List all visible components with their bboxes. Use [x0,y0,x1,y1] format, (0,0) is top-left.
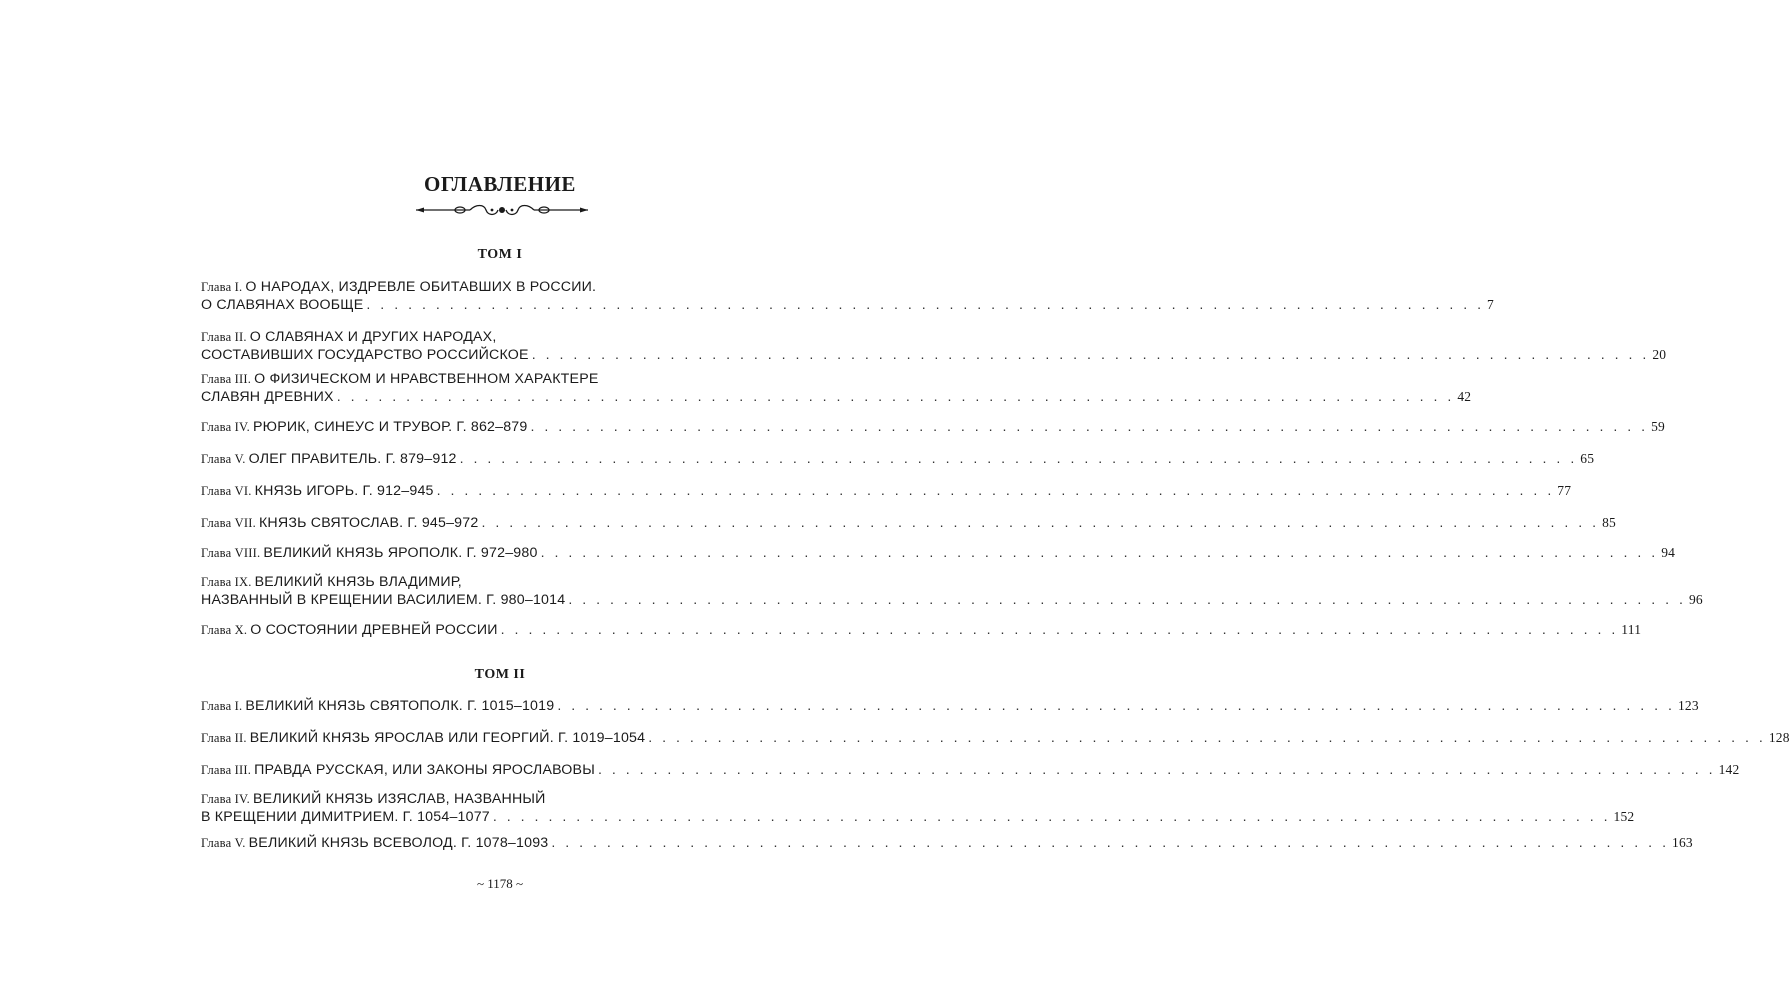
chapter-title-line: ВЕЛИКИЙ КНЯЗЬ ВСЕВОЛОД. Г. 1078–1093 [248,835,549,851]
chapter-title-line: О ФИЗИЧЕСКОМ И НРАВСТВЕННОМ ХАРАКТЕРЕ [254,371,599,387]
chapter-label: Глава I. [201,280,243,294]
ornament-divider [414,200,590,220]
volume-title: ТОМ I [477,247,523,262]
chapter-label: Глава III. [201,763,252,777]
toc-entry[interactable] [201,697,1699,715]
page-number: 152 [1613,809,1635,824]
folio: ~ 1178 ~ [476,876,524,891]
chapter-title-line: ПРАВДА РУССКАЯ, ИЛИ ЗАКОНЫ ЯРОСЛАВОВЫ [254,762,595,778]
chapter-title-line: ВЕЛИКИЙ КНЯЗЬ ЯРОПОЛК. Г. 972–980 [263,545,538,561]
chapter-label: Глава VII. [201,516,256,530]
toc-entry[interactable] [201,621,1642,639]
chapter-title-line: ВЕЛИКИЙ КНЯЗЬ ИЗЯСЛАВ, НАЗВАННЫЙ [253,791,546,807]
dot-leader: . . . . . . . . . . . . . . . . . . . . . . . . . . . . . . . . . . . . . . . . . . . . . . . . . . . . . . . . . . . . . . . . . . . . . . . . . . . . . . . . . [531,347,1650,363]
dot-leader: . . . . . . . . . . . . . . . . . . . . . . . . . . . . . . . . . . . . . . . . . . . . . . . . . . . . . . . . . . . . . . . . . . . . . . . . . . . . . . . . . [459,451,1578,467]
page-number: 94 [1661,545,1676,560]
toc-entry[interactable] [201,450,1595,468]
dot-leader: . . . . . . . . . . . . . . . . . . . . . . . . . . . . . . . . . . . . . . . . . . . . . . . . . . . . . . . . . . . . . . . . . . . . . . . . . . . . . . . . . [568,592,1686,608]
toc-entry[interactable] [201,482,1572,500]
chapter-title-line: НАЗВАННЫЙ В КРЕЩЕНИИ ВАСИЛИЕМ. Г. 980–1014 [201,592,566,608]
chapter-title-line: О СЛАВЯНАХ ВООБЩЕ [201,297,364,313]
chapter-title-line: ВЕЛИКИЙ КНЯЗЬ ЯРОСЛАВ ИЛИ ГЕОРГИЙ. Г. 1019–1054 [249,730,646,746]
page-number: 42 [1457,389,1472,404]
chapter-title-line: В КРЕЩЕНИИ ДИМИТРИЕМ. Г. 1054–1077 [201,809,490,825]
page-number: 96 [1688,592,1703,607]
dot-leader: . . . . . . . . . . . . . . . . . . . . . . . . . . . . . . . . . . . . . . . . . . . . . . . . . . . . . . . . . . . . . . . . . . . . . . . . . . . . . . . . . [336,389,1455,405]
dot-leader: . . . . . . . . . . . . . . . . . . . . . . . . . . . . . . . . . . . . . . . . . . . . . . . . . . . . . . . . . . . . . . . . . . . . . . . . . . . . . . . . . [436,483,1555,499]
toc-entry[interactable] [201,761,1740,779]
page-number: 7 [1487,297,1494,312]
chapter-label: Глава I. [201,699,243,713]
toc-entry[interactable] [201,279,1494,314]
toc-entry[interactable] [201,544,1676,562]
page-number: 128 [1768,730,1790,745]
chapter-title-line: О НАРОДАХ, ИЗДРЕВЛЕ ОБИТАВШИХ В РОССИИ. [245,279,597,295]
toc-entry[interactable] [201,834,1693,852]
toc-entry[interactable] [201,418,1666,436]
page-number: 59 [1651,419,1666,434]
page-title: ОГЛАВЛЕНИЕ [424,172,576,196]
chapter-label: Глава IX. [201,575,252,589]
toc-entry[interactable] [201,329,1667,364]
chapter-title-line: О СОСТОЯНИИ ДРЕВНЕЙ РОССИИ [250,622,498,638]
chapter-label: Глава IV. [201,792,250,806]
page-number: 85 [1602,515,1616,530]
toc-entry[interactable] [201,514,1616,532]
dot-leader: . . . . . . . . . . . . . . . . . . . . . . . . . . . . . . . . . . . . . . . . . . . . . . . . . . . . . . . . . . . . . . . . . . . . . . . . . . . . . . . . . [492,809,1611,825]
dot-leader: . . . . . . . . . . . . . . . . . . . . . . . . . . . . . . . . . . . . . . . . . . . . . . . . . . . . . . . . . . . . . . . . . . . . . . . . . . . . . . . . . [597,762,1716,778]
dot-leader: . . . . . . . . . . . . . . . . . . . . . . . . . . . . . . . . . . . . . . . . . . . . . . . . . . . . . . . . . . . . . . . . . . . . . . . . . . . . . . . . . [551,835,1670,851]
chapter-title-line: ВЕЛИКИЙ КНЯЗЬ СВЯТОПОЛК. Г. 1015–1019 [245,698,555,714]
dot-leader: . . . . . . . . . . . . . . . . . . . . . . . . . . . . . . . . . . . . . . . . . . . . . . . . . . . . . . . . . . . . . . . . . . . . . . . . . . . . . . . . . [557,698,1675,714]
toc-entry[interactable] [201,371,1472,406]
page-number: 163 [1672,835,1693,850]
chapter-label: Глава VI. [201,484,252,498]
chapter-label: Глава V. [201,452,246,466]
chapter-title-line: ОЛЕГ ПРАВИТЕЛЬ. Г. 879–912 [248,451,457,467]
volume-title: ТОМ II [474,667,526,682]
chapter-label: Глава X. [201,623,248,637]
toc-entry[interactable] [201,729,1790,747]
page-number: 142 [1718,762,1740,777]
chapter-title-line: СЛАВЯН ДРЕВНИХ [201,389,334,405]
page-number: 123 [1677,698,1699,713]
dot-leader: . . . . . . . . . . . . . . . . . . . . . . . . . . . . . . . . . . . . . . . . . . . . . . . . . . . . . . . . . . . . . . . . . . . . . . . . . . . . . . . . . [530,419,1649,435]
chapter-title-line: ВЕЛИКИЙ КНЯЗЬ ВЛАДИМИР, [254,574,462,590]
dot-leader: . . . . . . . . . . . . . . . . . . . . . . . . . . . . . . . . . . . . . . . . . . . . . . . . . . . . . . . . . . . . . . . . . . . . . . . . . . . . . . . . . [648,730,1766,746]
dot-leader: . . . . . . . . . . . . . . . . . . . . . . . . . . . . . . . . . . . . . . . . . . . . . . . . . . . . . . . . . . . . . . . . . . . . . . . . . . . . . . . . . [366,297,1485,313]
chapter-title-line: КНЯЗЬ СВЯТОСЛАВ. Г. 945–972 [258,515,479,531]
chapter-title-line: СОСТАВИВШИХ ГОСУДАРСТВО РОССИЙСКОЕ [201,347,529,363]
page-number: 65 [1580,451,1595,466]
chapter-title-line: О СЛАВЯНАХ И ДРУГИХ НАРОДАХ, [249,329,497,345]
chapter-title-line: КНЯЗЬ ИГОРЬ. Г. 912–945 [254,483,434,499]
chapter-label: Глава V. [201,836,246,850]
dot-leader: . . . . . . . . . . . . . . . . . . . . . . . . . . . . . . . . . . . . . . . . . . . . . . . . . . . . . . . . . . . . . . . . . . . . . . . . . . . . . . . . . [500,622,1619,638]
chapter-label: Глава III. [201,372,252,386]
chapter-title-line: РЮРИК, СИНЕУС И ТРУВОР. Г. 862–879 [253,419,528,435]
page-number: 77 [1557,483,1572,498]
dot-leader: . . . . . . . . . . . . . . . . . . . . . . . . . . . . . . . . . . . . . . . . . . . . . . . . . . . . . . . . . . . . . . . . . . . . . . . . . . . . . . . . . [481,515,1600,531]
chapter-label: Глава II. [201,330,247,344]
chapter-label: Глава VIII. [201,546,261,560]
chapter-label: Глава IV. [201,420,250,434]
toc-entry[interactable] [201,574,1703,609]
dot-leader: . . . . . . . . . . . . . . . . . . . . . . . . . . . . . . . . . . . . . . . . . . . . . . . . . . . . . . . . . . . . . . . . . . . . . . . . . . . . . . . . . [540,545,1659,561]
page-number: 111 [1621,622,1642,637]
chapter-label: Глава II. [201,731,247,745]
toc-entry[interactable] [201,791,1635,826]
page-number: 20 [1652,347,1667,362]
